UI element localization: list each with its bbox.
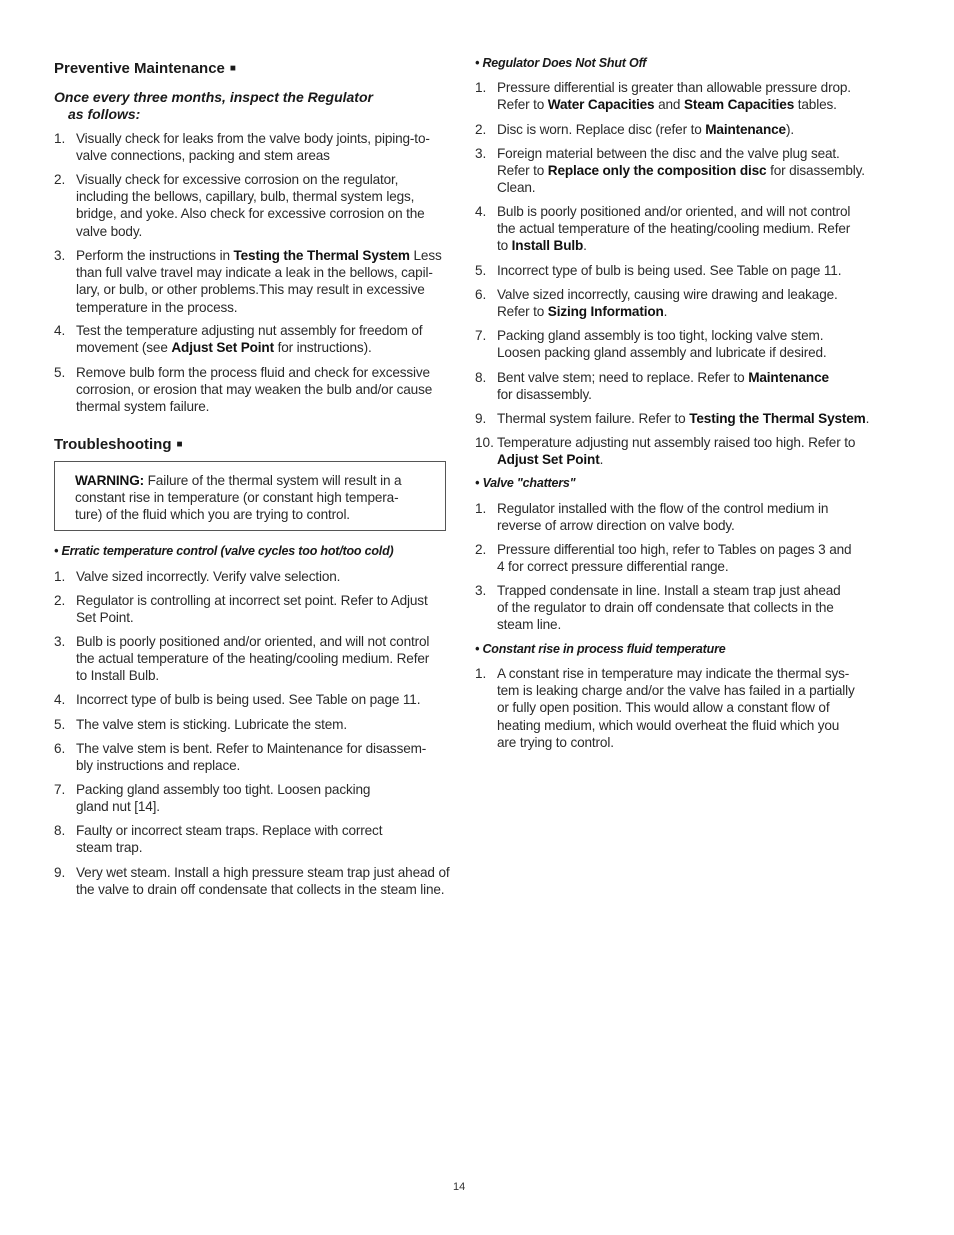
item-text: Packing gland assembly is too tight, locking valve stem. Loosen packing gland assembly and lubricate if desired.: [497, 328, 827, 361]
item-text: Incorrect type of bulb is being used. See Table on page 11.: [497, 263, 842, 278]
constant-rise-heading: • Constant rise in process fluid temperature: [475, 642, 726, 656]
item-text: Valve sized incorrectly. Verify valve selection.: [76, 569, 341, 584]
valve-chatters-heading: • Valve "chatters": [475, 476, 576, 490]
preventive-maintenance-heading: Preventive Maintenance ■: [54, 60, 236, 77]
item-number: 2.: [475, 122, 487, 137]
item-text: Bent valve stem; need to replace. Refer to Maintenance for disassembly.: [497, 370, 829, 403]
item-text: Temperature adjusting nut assembly raised too high. Refer to Adjust Set Point.: [497, 435, 856, 468]
warning-text: [75, 472, 401, 524]
item-number: 4.: [54, 692, 66, 707]
item-text: Bulb is poorly positioned and/or oriented, and will not control the actual temperature of the heating/cooling medium. Refer to Install Bulb.: [497, 204, 851, 254]
item-number: 4.: [54, 323, 66, 338]
item-number: 5.: [54, 365, 66, 380]
item-number: 6.: [475, 287, 487, 302]
item-number: 8.: [54, 823, 66, 838]
item-text: Regulator is controlling at incorrect set point. Refer to Adjust Set Point.: [76, 593, 428, 626]
warning-line: constant rise in temperature (or constant high tempera-: [75, 490, 399, 506]
no-shutoff-heading: • Regulator Does Not Shut Off: [475, 56, 647, 70]
warning-line: WARNING: Failure of the thermal system will result in a: [75, 473, 402, 488]
item-number: 2.: [54, 172, 66, 187]
inspection-intro: Once every three months, inspect the Regulator as follows:: [54, 89, 373, 122]
item-text: The valve stem is bent. Refer to Maintenance for disassem- bly instructions and replace.: [76, 741, 427, 774]
item-number: 2.: [475, 542, 487, 557]
item-number: 3.: [475, 583, 487, 598]
erratic-control-heading: • Erratic temperature control (valve cycles too hot/too cold): [54, 544, 394, 558]
item-text: Bulb is poorly positioned and/or oriented, and will not control the actual temperature of the heating/cooling medium. Refer to Install Bulb.: [76, 634, 430, 684]
item-number: 3.: [475, 146, 487, 161]
item-text: Faulty or incorrect steam traps. Replace with correct steam trap.: [76, 823, 383, 856]
item-number: 6.: [54, 741, 66, 756]
item-number: 8.: [475, 370, 487, 385]
item-number: 10.: [475, 435, 494, 450]
item-number: 1.: [475, 501, 487, 516]
item-text: Valve sized incorrectly, causing wire drawing and leakage. Refer to Sizing Information.: [497, 287, 838, 320]
item-number: 1.: [54, 569, 66, 584]
item-number: 4.: [475, 204, 487, 219]
item-text: Visually check for leaks from the valve body joints, piping-to- valve connections, packing and stem areas: [76, 131, 430, 164]
item-number: 9.: [475, 411, 487, 426]
item-text: Pressure differential too high, refer to Tables on pages 3 and 4 for correct pressure differential range.: [497, 542, 852, 575]
warning-box: [54, 461, 446, 531]
item-number: 5.: [54, 717, 66, 732]
item-number: 3.: [54, 634, 66, 649]
item-text: Foreign material between the disc and the valve plug seat. Refer to Replace only the composition disc for disassembly. Clean.: [497, 146, 865, 196]
item-text: Test the temperature adjusting nut assembly for freedom of movement (see Adjust Set Point for instructions).: [76, 323, 423, 356]
item-text: Incorrect type of bulb is being used. See Table on page 11.: [76, 692, 421, 707]
item-number: 5.: [475, 263, 487, 278]
page-number: 14: [453, 1181, 466, 1193]
item-number: 1.: [475, 80, 487, 95]
item-number: 7.: [475, 328, 487, 343]
warning-line: ture) of the fluid which you are trying to control.: [75, 507, 350, 523]
item-text: Pressure differential is greater than allowable pressure drop. Refer to Water Capacities and Steam Capacities tables.: [497, 80, 851, 113]
item-number: 1.: [475, 666, 487, 681]
item-number: 3.: [54, 248, 66, 263]
troubleshooting-heading: Troubleshooting ■: [54, 436, 183, 453]
item-text: Disc is worn. Replace disc (refer to Maintenance).: [497, 122, 794, 137]
item-text: Regulator installed with the flow of the control medium in reverse of arrow direction on valve body.: [497, 501, 829, 534]
item-text: Thermal system failure. Refer to Testing the Thermal System.: [497, 411, 870, 426]
item-text: Trapped condensate in line. Install a steam trap just ahead of the regulator to drain off condensate that collects in the steam line.: [497, 583, 841, 633]
item-number: 2.: [54, 593, 66, 608]
item-number: 9.: [54, 865, 66, 880]
item-text: Packing gland assembly too tight. Loosen packing gland nut [14].: [76, 782, 371, 815]
item-text: Remove bulb form the process fluid and check for excessive corrosion, or erosion that may weaken the bulb and/or cause thermal system failure.: [76, 365, 433, 415]
item-text: Very wet steam. Install a high pressure steam trap just ahead of the valve to drain off condensate that collects in the steam line.: [76, 865, 450, 898]
item-text: Perform the instructions in Testing the Thermal System Less than full valve travel may indicate a leak in the bellows, capil- lary, or bulb, or other problems.This may result in excessive temperature in the process.: [76, 248, 442, 315]
item-text: Visually check for excessive corrosion on the regulator, including the bellows, capillary, bulb, thermal system legs, bridge, and yoke. Also check for excessive corrosion on the valve body.: [76, 172, 425, 239]
item-text: The valve stem is sticking. Lubricate the stem.: [76, 717, 347, 732]
item-number: 7.: [54, 782, 66, 797]
item-text: A constant rise in temperature may indicate the thermal sys- tem is leaking charge and/or the valve has failed in a partially or fully open position. This would allow a constant flow of heating medium, which would overheat the fluid which you are trying to control.: [497, 666, 855, 750]
item-number: 1.: [54, 131, 66, 146]
